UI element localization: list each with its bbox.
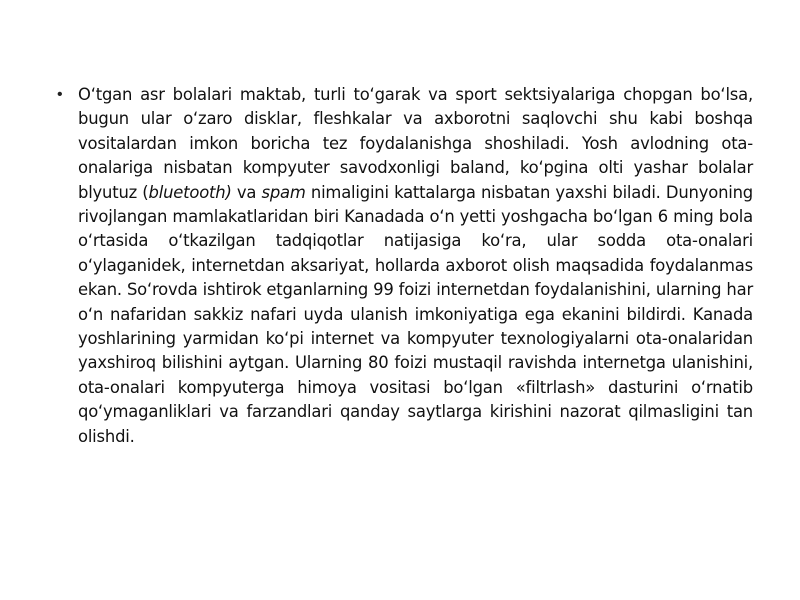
text-segment: O‘tgan asr bolalari maktab, turli to‘garak va sport sektsiyalariga chopgan bo‘lsa, bugun ular o‘zaro disklar, fleshkalar va axborotni saqlovchi shu kabi boshqa vositalardan imkon boricha tez foydalanishga shoshiladi. Yosh avlodning ota-onalariga nisbatan kompyuter savodxonligi baland, ko‘pgina olti yashar bolalar blyutuz ( <box>78 85 753 202</box>
text-segment: va <box>231 182 262 202</box>
body-text <box>78 83 753 449</box>
bullet-paragraph <box>57 83 753 449</box>
bullet-point-icon: • <box>57 86 63 103</box>
text-segment: nimaligini kattalarga nisbatan yaxshi biladi. Dunyoning rivojlangan mamlakatlaridan biri Kanadada o‘n yetti yoshgacha bo‘lgan 6 ming bola o‘rtasida o‘tkazilgan tadqiqotlar natijasiga ko‘ra, ular sodda ota-onalari o‘ylaganidek, internetdan aksariyat, hollarda axborot olish maqsadida foydalanmas ekan. So‘rovda ishtirok etganlarning 99 foizi internetdan foydalanishini, ularning har o‘n nafaridan sakkiz nafari uyda ulanish imkoniyatiga ega ekanini bildirdi. Kanada yoshlarining yarmidan ko‘pi internet va kompyuter texnologiyalarni ota-onalaridan yaxshiroq bilishini aytgan. Ularning 80 foizi mustaqil ravishda internetga ulanishini, ota-onalari kompyuterga himoya vositasi bo‘lgan «filtrlash» dasturini o‘rnatib qo‘ymaganliklari va farzandlari qanday saytlarga kirishini nazorat qilmasligini tan olishdi. <box>78 182 753 446</box>
italic-term-spam: spam <box>261 182 306 202</box>
italic-term-bluetooth: bluetooth) <box>148 182 232 202</box>
